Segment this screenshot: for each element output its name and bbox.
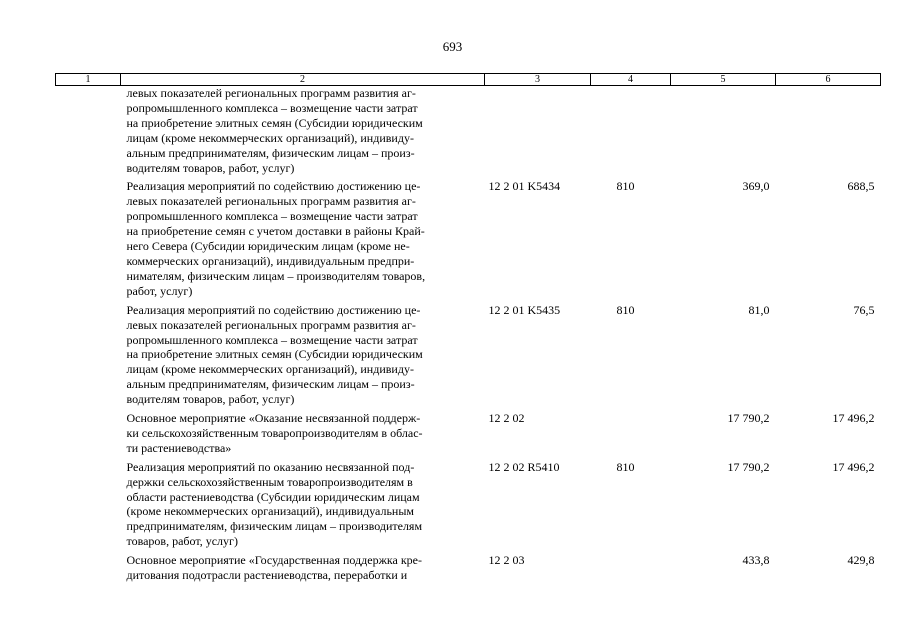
- row-type: 810: [616, 459, 635, 474]
- table-row: [56, 460, 881, 553]
- row-code: 12 2 02 R5410: [488, 459, 560, 474]
- row-cell-1: [56, 86, 121, 180]
- row-sum-2: [776, 86, 881, 180]
- row-name: Реализация мероприятий по содействию достижению це- левых показателей региональных программ развития аг- ропромышленного комплекса – возмещение части затрат на приобретение элитных семян (Субсидии юридическим лицам (кроме некоммерческих организаций), индивиду- альным предпринимателям, физическим лицам – произ- водителям товаров, работ, услуг): [126, 302, 423, 407]
- row-name: Реализация мероприятий по содействию достижению це- левых показателей региональных программ развития аг- ропромышленного комплекса – возмещение части затрат на приобретение семян с учетом доставки в районы Край- него Севера (Субсидии юридическим лицам (кроме не- коммерческих организаций), индивидуальным предпри- нимателям, физическим лицам – производителям товаров, работ, услуг): [126, 179, 426, 298]
- row-sum-2: 429,8: [847, 553, 875, 568]
- row-sum-1: 81,0: [748, 302, 770, 317]
- row-type: [591, 86, 671, 180]
- row-sum-2: 688,5: [847, 179, 875, 194]
- row-type: [591, 411, 671, 460]
- row-cell-1: [56, 553, 121, 587]
- row-name: Реализация мероприятий по оказанию несвязанной под- держки сельскохозяйственным товаропроизводителям в области растениеводства (Субсидии юридическим лицам (кроме некоммерческих организаций), индивидуальным предпринимателям, физическим лицам – производителям товаров, работ, услуг): [126, 459, 423, 549]
- table-row: [56, 553, 881, 587]
- row-sum-1: 17 790,2: [727, 411, 770, 426]
- budget-table: [55, 73, 881, 587]
- table-body: [56, 86, 881, 588]
- table-row: [56, 411, 881, 460]
- row-sum-1: 369,0: [742, 179, 770, 194]
- column-header-2: 2: [121, 74, 485, 86]
- row-sum-1: [671, 86, 776, 180]
- row-code: 12 2 03: [488, 553, 525, 568]
- table-row: [56, 179, 881, 302]
- row-code: 12 2 01 K5434: [488, 179, 561, 194]
- column-number-row: [56, 74, 881, 86]
- row-type: 810: [616, 302, 635, 317]
- row-code: [485, 86, 591, 180]
- row-sum-2: 17 496,2: [832, 459, 875, 474]
- column-header-5: 5: [671, 74, 776, 86]
- column-header-1: 1: [56, 74, 121, 86]
- row-type: [591, 553, 671, 587]
- column-header-3: 3: [485, 74, 591, 86]
- row-sum-1: 17 790,2: [727, 459, 770, 474]
- page-number: 693: [442, 39, 463, 54]
- table-row: [56, 303, 881, 411]
- row-type: 810: [616, 179, 635, 194]
- row-name: Основное мероприятие «Оказание несвязанной поддерж- ки сельскохозяйственным товаропроизводителям в облас- ти растениеводства»: [126, 411, 423, 455]
- column-header-4: 4: [591, 74, 671, 86]
- table-row: [56, 86, 881, 180]
- row-cell-1: [56, 411, 121, 460]
- row-cell-1: [56, 179, 121, 302]
- row-cell-1: [56, 303, 121, 411]
- row-cell-1: [56, 460, 121, 553]
- row-name: левых показателей региональных программ развития аг- ропромышленного комплекса – возмещение части затрат на приобретение элитных семян (Субсидии юридическим лицам (кроме некоммерческих организаций), индивиду- альным предпринимателям, физическим лицам – произ- водителям товаров, работ, услуг): [126, 86, 423, 175]
- row-code: 12 2 01 K5435: [488, 302, 561, 317]
- column-header-6: 6: [776, 74, 881, 86]
- row-name: Основное мероприятие «Государственная поддержка кре- дитования подотрасли растениеводства, переработки и: [126, 553, 422, 583]
- row-sum-2: 76,5: [853, 302, 875, 317]
- row-code: 12 2 02: [488, 411, 525, 426]
- row-sum-1: 433,8: [742, 553, 770, 568]
- row-sum-2: 17 496,2: [832, 411, 875, 426]
